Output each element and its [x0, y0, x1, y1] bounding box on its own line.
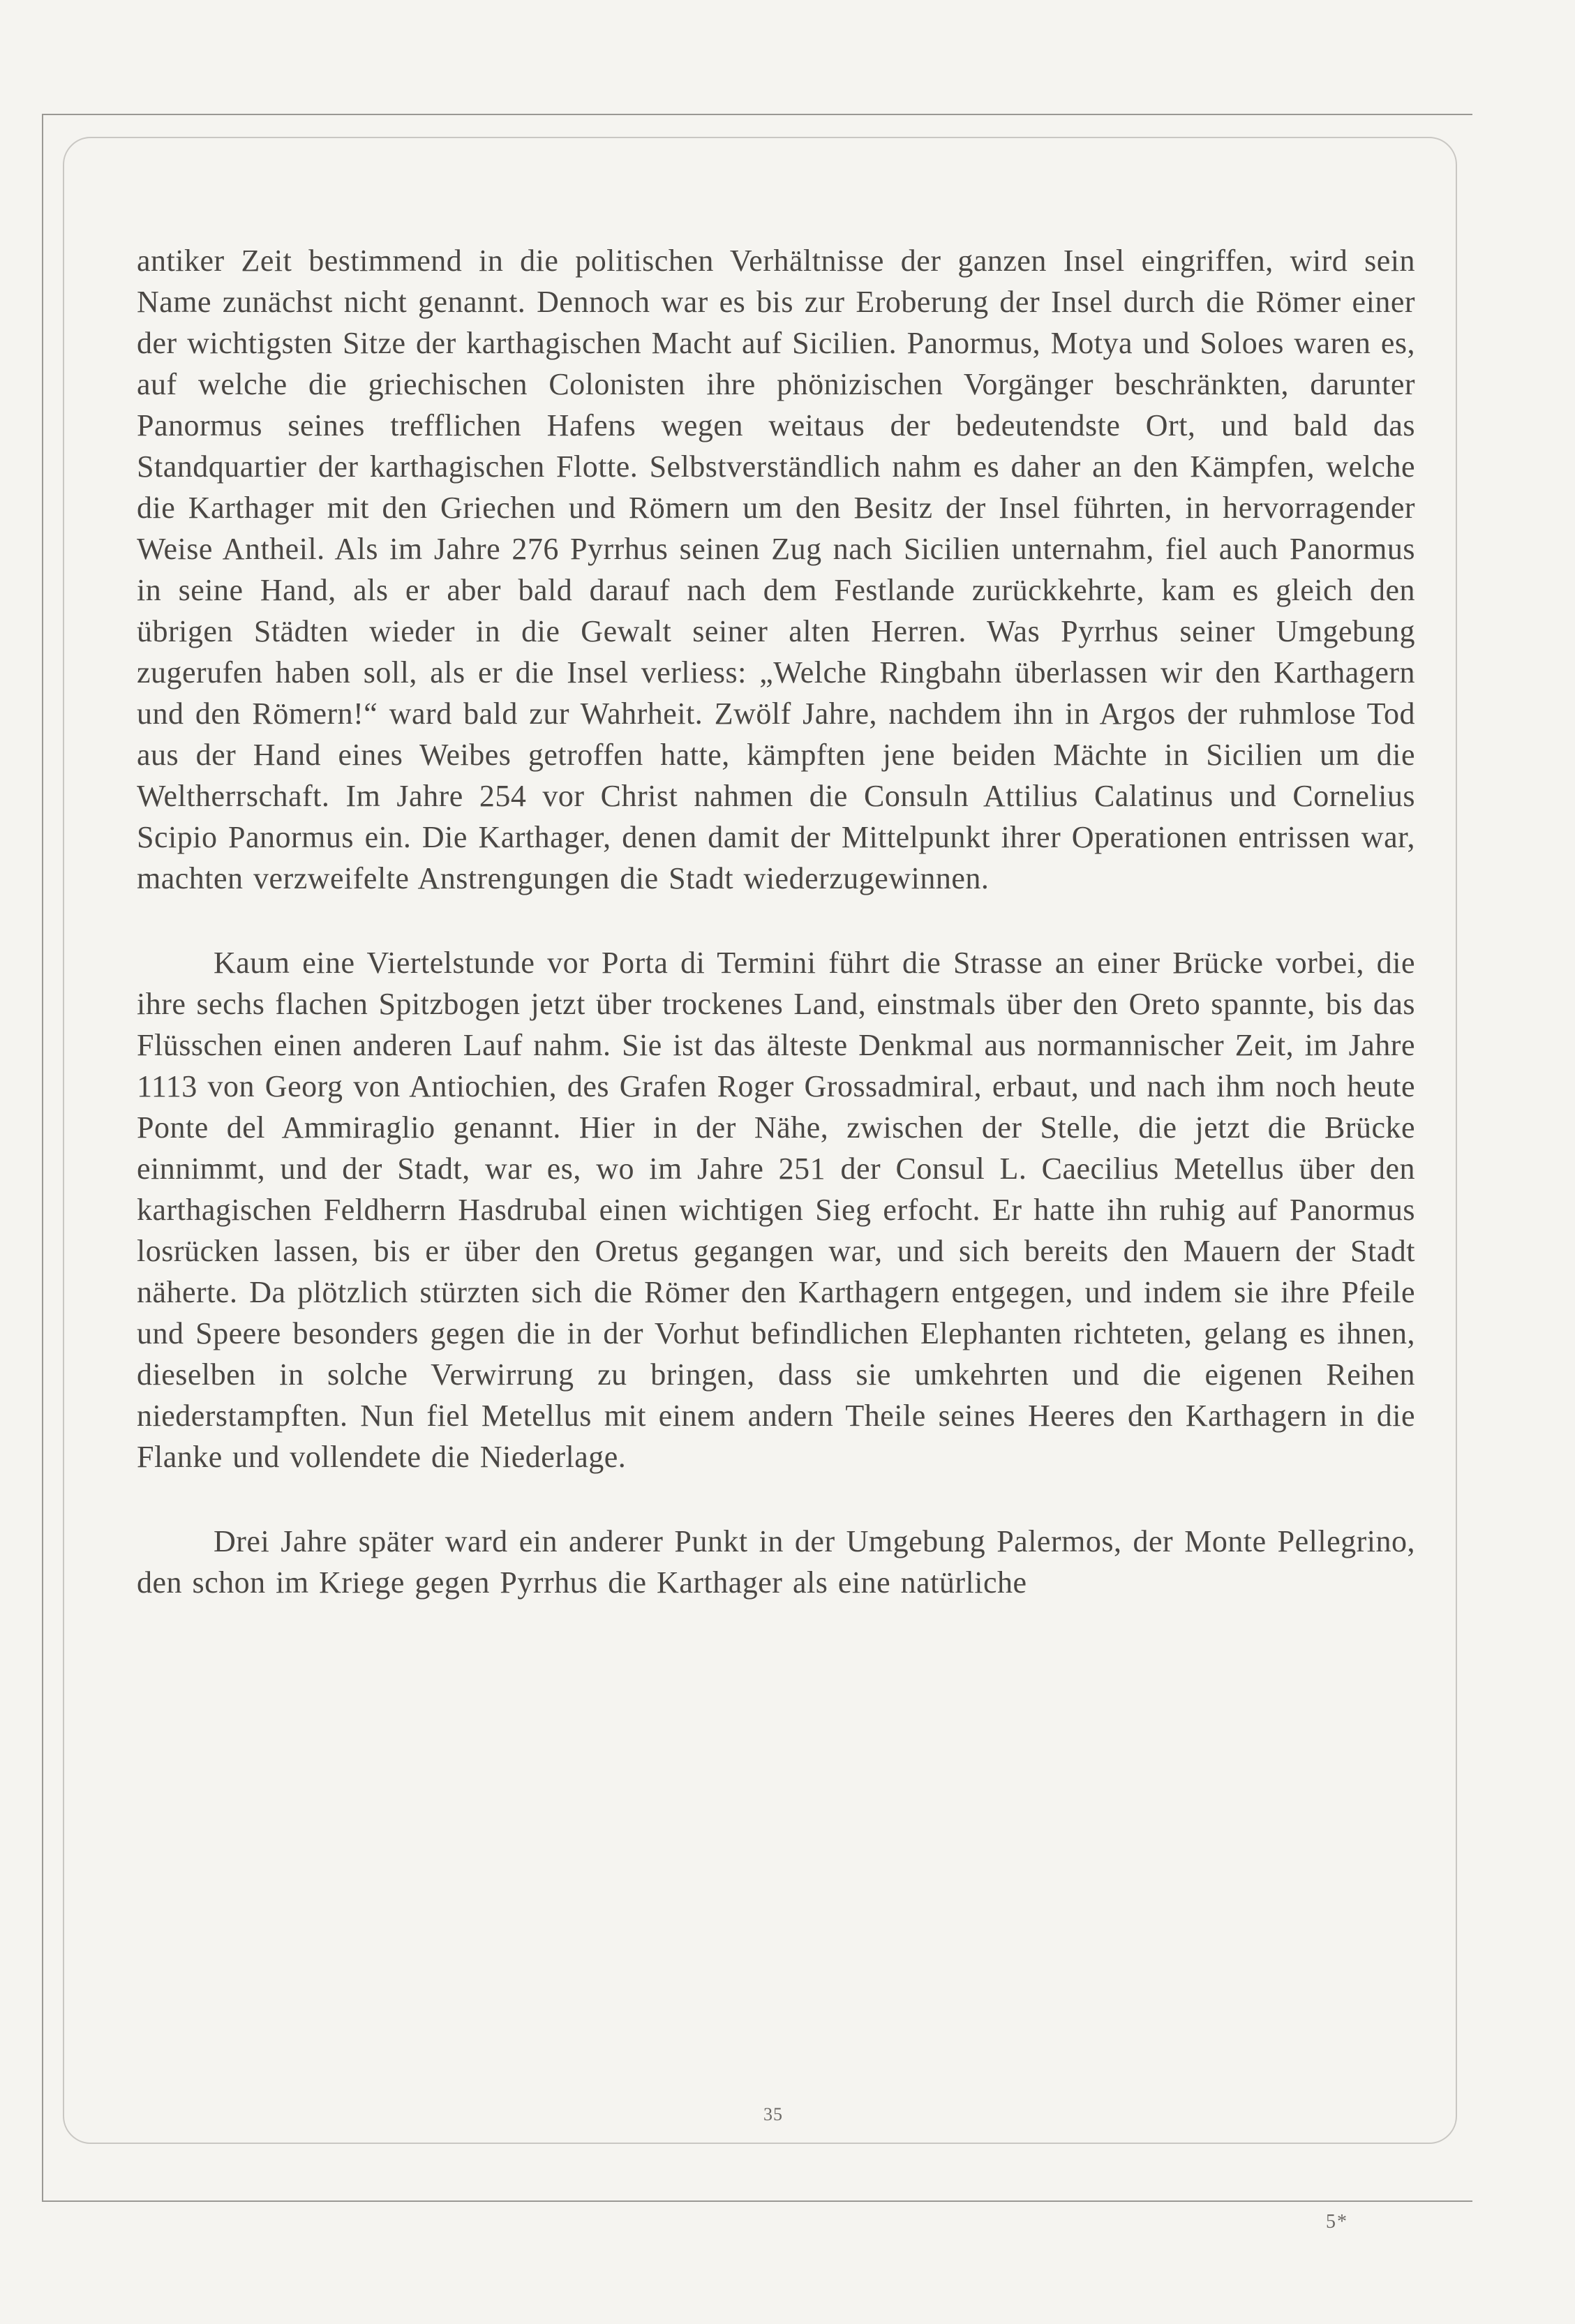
- outer-frame-bottom-rule: [42, 2200, 1472, 2202]
- page-number: 35: [763, 2104, 783, 2124]
- paragraph-3: Drei Jahre später ward ein anderer Punkt in der Umgebung Palermos, der Monte Pellegrino, den schon im Kriege gegen Pyrrhus die Karthager als eine natürliche: [137, 1524, 1415, 1600]
- signature-mark: 5*: [1326, 2211, 1348, 2233]
- body-text: [137, 240, 1415, 1603]
- outer-frame-left-rule: [42, 114, 43, 2200]
- outer-frame-top-rule: [42, 114, 1472, 115]
- paragraph-1: antiker Zeit bestimmend in die politischen Verhältnisse der ganzen Insel eingriffen, wird sein Name zunächst nicht genannt. Dennoch war es bis zur Eroberung der Insel durch die Römer einer der wichtigsten Sitze der karthagischen Macht auf Sicilien. Panormus, Motya und Soloes waren es, auf welche die griechischen Colonisten ihre phönizischen Vorgänger beschränkten, darunter Panormus seines trefflichen Hafens wegen weitaus der bedeutendste Ort, und bald das Standquartier der karthagischen Flotte. Selbstverständlich nahm es daher an den Kämpfen, welche die Karthager mit den Griechen und Römern um den Besitz der Insel führten, in hervorragender Weise Antheil. Als im Jahre 276 Pyrrhus seinen Zug nach Sicilien unternahm, fiel auch Panormus in seine Hand, als er aber bald darauf nach dem Festlande zurückkehrte, kam es gleich den übrigen Städten wieder in die Gewalt seiner alten Herren. Was Pyrrhus seiner Umgebung zugerufen haben soll, als er die Insel verliess: „Welche Ringbahn überlassen wir den Karthagern und den Römern!“ ward bald zur Wahrheit. Zwölf Jahre, nachdem ihn in Argos der ruhmlose Tod aus der Hand eines Weibes getroffen hatte, kämpften jene beiden Mächte in Sicilien um die Weltherrschaft. Im Jahre 254 vor Christ nahmen die Consuln Attilius Calatinus und Cornelius Scipio Panormus ein. Die Karthager, denen damit der Mittelpunkt ihrer Operationen entrissen war, machten verzweifelte Anstrengungen die Stadt wiederzugewinnen.: [137, 244, 1415, 895]
- paragraph-2: Kaum eine Viertelstunde vor Porta di Termini führt die Strasse an einer Brücke vorbei, die ihre sechs flachen Spitzbogen jetzt über trockenes Land, einstmals über den Oreto spannte, bis das Flüsschen einen anderen Lauf nahm. Sie ist das älteste Denkmal aus normannischer Zeit, im Jahre 1113 von Georg von Antiochien, des Grafen Roger Grossadmiral, erbaut, und nach ihm noch heute Ponte del Ammiraglio genannt. Hier in der Nähe, zwischen der Stelle, die jetzt die Brücke einnimmt, und der Stadt, war es, wo im Jahre 251 der Consul L. Caecilius Metellus über den karthagischen Feldherrn Hasdrubal einen wichtigen Sieg erfocht. Er hatte ihn ruhig auf Panormus losrücken lassen, bis er über den Oretus gegangen war, und sich bereits den Mauern der Stadt näherte. Da plötzlich stürzten sich die Römer den Karthagern entgegen, und indem sie ihre Pfeile und Speere besonders gegen die in der Vorhut befindlichen Elephanten richteten, gelang es ihnen, dieselben in solche Verwirrung zu bringen, dass sie umkehrten und die eigenen Reihen niederstampften. Nun fiel Metellus mit einem andern Theile seines Heeres den Karthagern in die Flanke und vollendete die Niederlage.: [137, 946, 1415, 1474]
